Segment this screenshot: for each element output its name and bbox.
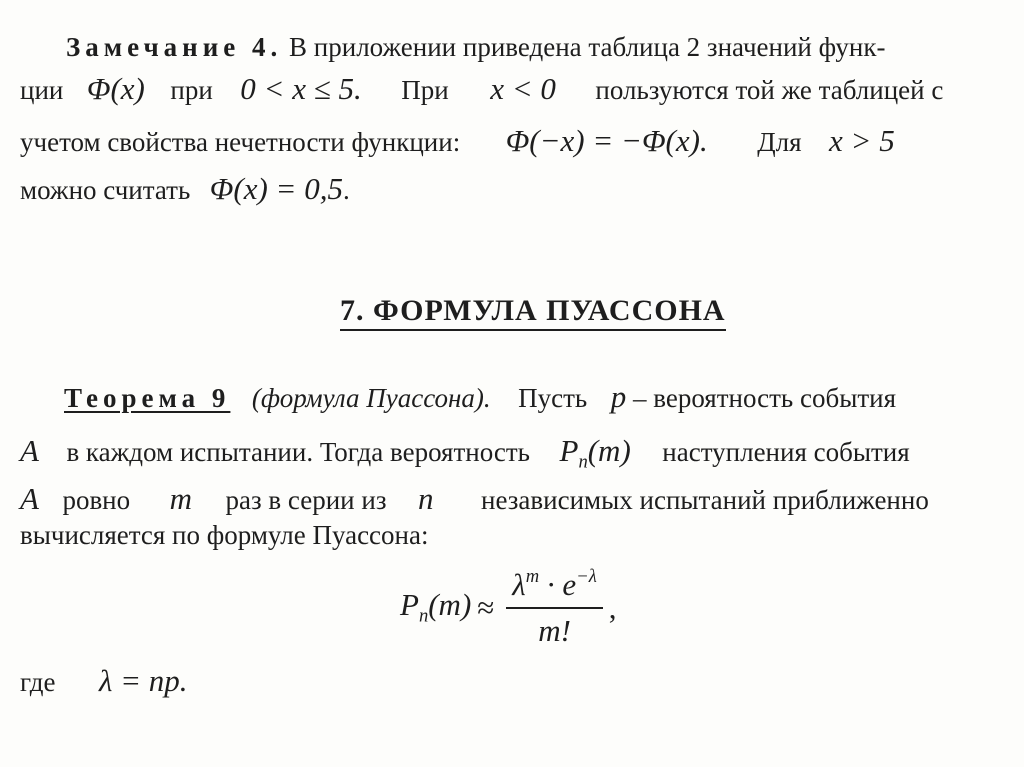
where-word: где: [20, 667, 56, 697]
remark-line-4: [20, 172, 350, 207]
remark-text-2a: ции: [20, 75, 64, 105]
poisson-formula: [400, 566, 617, 649]
phi-of-x: Φ(x): [86, 71, 145, 106]
remark-text-4a: можно считать: [20, 175, 191, 205]
theorem-label: Теорема 9: [64, 383, 231, 413]
formula-lhs-subscript: n: [418, 605, 429, 627]
remark-label: Замечание 4.: [66, 32, 283, 62]
where-line: [20, 664, 188, 699]
theorem-line-2: [20, 434, 910, 480]
remark-line-1: [66, 30, 885, 64]
theorem-text-3c: независимых испытаний приближенно: [481, 485, 929, 515]
remark-text-2c: При: [401, 75, 449, 105]
theorem-text-3b: раз в серии из: [225, 485, 387, 515]
remark-line-3: [20, 124, 895, 159]
remark-text-3a: учетом свойства нечетности функции:: [20, 127, 461, 157]
theorem-text-1a: Пусть: [518, 383, 588, 413]
section-title: 7. ФОРМУЛА ПУАССОНА: [340, 294, 726, 331]
var-p: p: [610, 379, 627, 414]
remark-text-3b: Для: [757, 127, 802, 157]
remark-text-2b: при: [170, 75, 213, 105]
num-lambda-power: m: [525, 566, 540, 587]
theorem-line-4: [20, 518, 428, 552]
theorem-text-2b: наступления события: [662, 437, 910, 467]
var-A: A: [20, 433, 39, 468]
remark-end-period: .: [342, 175, 350, 205]
x-negative: x < 0: [490, 71, 556, 106]
theorem-line-1: [64, 380, 896, 415]
formula-lhs-argument: (m): [428, 587, 472, 623]
num-dot-e: · e: [539, 567, 577, 603]
var-P: P: [559, 433, 579, 468]
remark-text-1: В приложении приведена таблица 2 значений функ-: [289, 32, 886, 62]
theorem-text-2a: в каждом испытании. Тогда вероятность: [66, 437, 530, 467]
remark-text-2d: пользуются той же таблицей с: [595, 75, 944, 105]
theorem-text-3a: ровно: [62, 485, 131, 515]
theorem-name: (формула Пуассона).: [251, 383, 491, 413]
var-m: m: [169, 481, 193, 516]
formula-numerator: [506, 566, 603, 607]
x-range: 0 < x ≤ 5.: [240, 71, 362, 106]
theorem-text-1b: – вероятность события: [633, 383, 897, 413]
remark-line-2: [20, 72, 943, 107]
var-Pn-m: [559, 433, 631, 473]
formula-denominator: m!: [538, 613, 571, 649]
num-lambda: λ: [512, 567, 526, 603]
theorem-text-4: вычисляется по формуле Пуассона:: [20, 520, 429, 550]
var-n: n: [418, 481, 434, 516]
phi-half: Φ(x) = 0,5: [209, 171, 343, 206]
var-P-subscript: n: [578, 451, 588, 473]
formula-fraction: [506, 566, 603, 649]
formula-comma: ,: [608, 589, 617, 625]
var-P-argument: (m): [587, 433, 631, 468]
x-greater-five: x > 5: [829, 123, 895, 158]
formula-lhs-P: P: [400, 587, 419, 623]
odd-property-formula: Φ(−x) = −Φ(x).: [505, 123, 708, 158]
var-A-2: A: [20, 481, 39, 516]
num-e-power: −λ: [576, 566, 597, 587]
formula-lhs: [400, 587, 471, 628]
theorem-line-3: [20, 482, 929, 517]
lambda-definition: λ = np.: [98, 663, 188, 698]
approx-sign: ≈: [477, 589, 495, 625]
